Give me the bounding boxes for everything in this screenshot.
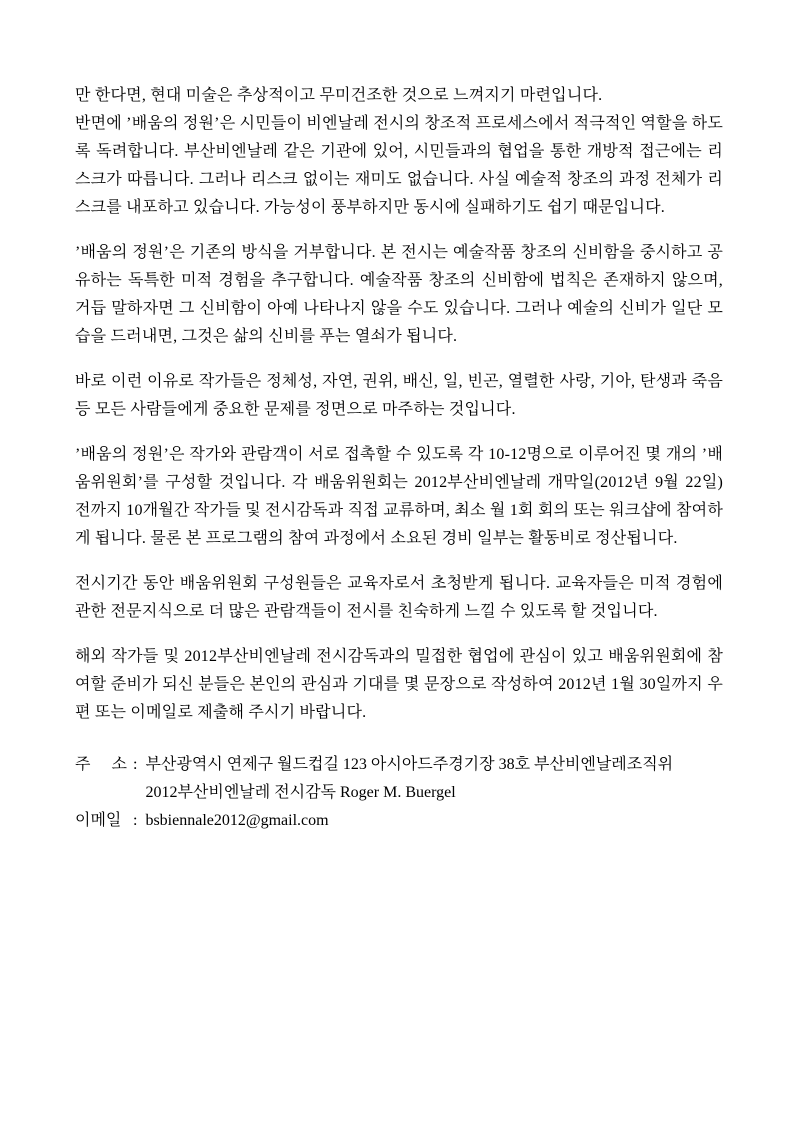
- address-value: [145, 751, 723, 807]
- contact-block: [75, 751, 723, 835]
- email-label: 이메일: [75, 812, 122, 829]
- address-line-1: 부산광역시 연제구 월드컵길 123 아시아드주경기장 38호 부산비엔날레조직위: [145, 756, 674, 773]
- email-row: [75, 807, 723, 835]
- paragraph-garden-intro: 반면에 ’배움의 정원’은 시민들이 비엔날레 전시의 창조적 프로세스에서 적극적인 역할을 하도록 독려합니다. 부산비엔날레 같은 기관에 있어, 시민들과의 협업을 통한 개방적 접근에는 리스크가 따릅니다. 그러나 리스크 없이는 재미도 없습니다. 사실 예술적 창조의 과정 전체가 리스크를 내포하고 있습니다. 가능성이 풍부하지만 동시에 실패하기도 쉽기 때문입니다.: [75, 115, 723, 216]
- address-row: [75, 751, 723, 807]
- paragraph-themes: 바로 이런 이유로 작가들은 정체성, 자연, 권위, 배신, 일, 빈곤, 열렬한 사랑, 기아, 탄생과 죽음 등 모든 사람들에게 중요한 문제를 정면으로 마주하는 것입니다.: [75, 373, 723, 418]
- paragraph-committee: ’배움의 정원’은 작가와 관람객이 서로 접촉할 수 있도록 각 10-12명으로 이루어진 몇 개의 ’배움위원회’를 구성할 것입니다. 각 배움위원회는 2012부산비엔날레 개막일(2012년 9월 22일) 전까지 10개월간 작가들 및 전시감독과 직접 교류하며, 최소 월 1회 회의 또는 워크샵에 참여하게 됩니다. 물론 본 프로그램의 참여 과정에서 소요된 경비 일부는 활동비로 정산됩니다.: [75, 446, 723, 547]
- address-line-2: 2012부산비엔날레 전시감독 Roger M. Buergel: [145, 784, 456, 801]
- email-separator: :: [133, 812, 138, 829]
- paragraph-application: 해외 작가들 및 2012부산비엔날레 전시감독과의 밀접한 협업에 관심이 있고 배움위원회에 참여할 준비가 되신 분들은 본인의 관심과 기대를 몇 문장으로 작성하여 2012년 1월 30일까지 우편 또는 이메일로 제출해 주시기 바랍니다.: [75, 648, 723, 721]
- address-label: 주 소: [75, 756, 127, 773]
- email-value: bsbiennale2012@gmail.com: [145, 812, 329, 829]
- address-separator: :: [133, 756, 138, 773]
- paragraph-educators: 전시기간 동안 배움위원회 구성원들은 교육자로서 초청받게 됩니다. 교육자들은 미적 경험에 관한 전문지식으로 더 많은 관람객들이 전시를 친숙하게 느낄 수 있도록 할 것입니다.: [75, 575, 723, 620]
- paragraph-continuation: 만 한다면, 현대 미술은 추상적이고 무미건조한 것으로 느껴지기 마련입니다.: [75, 87, 603, 104]
- paragraph-refuse-convention: ’배움의 정원’은 기존의 방식을 거부합니다. 본 전시는 예술작품 창조의 신비함을 중시하고 공유하는 독특한 미적 경험을 추구합니다. 예술작품 창조의 신비함에 법칙은 존재하지 않으며, 거듭 말하자면 그 신비함이 아예 나타나지 않을 수도 있습니다. 그러나 예술의 신비가 일단 모습을 드러내면, 그것은 삶의 신비를 푸는 열쇠가 됩니다.: [75, 244, 723, 345]
